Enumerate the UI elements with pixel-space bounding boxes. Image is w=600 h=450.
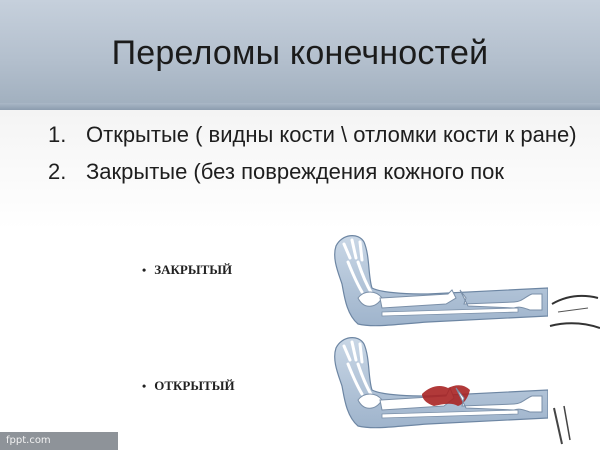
- bullet-dot: •: [142, 379, 147, 393]
- fracture-types-list: [48, 120, 593, 186]
- list-item-text: Открытые ( видны кости \ отломки кости к ране): [86, 122, 577, 147]
- closed-fracture-label: [142, 262, 232, 278]
- open-fracture-label: [142, 378, 235, 394]
- closed-label-text: ЗАКРЫТЫЙ: [154, 262, 233, 277]
- open-label-text: ОТКРЫТЫЙ: [154, 378, 235, 393]
- slide-title: Переломы конечностей: [111, 34, 489, 72]
- list-item-closed: [48, 157, 593, 186]
- bullet-dot: •: [142, 263, 147, 277]
- title-band: [0, 0, 600, 110]
- closed-fracture-leg: [335, 236, 548, 326]
- side-sketch-decoration: [548, 288, 600, 450]
- watermark-text: fppt.com: [6, 435, 51, 446]
- watermark-bar: [0, 432, 118, 450]
- title-band-edge: [0, 103, 600, 110]
- list-item-number: 2.: [48, 159, 67, 184]
- open-fracture-leg: [335, 338, 548, 428]
- list-item-open: [48, 120, 593, 149]
- list-item-text: Закрытые (без повреждения кожного пок: [86, 159, 504, 184]
- list-item-number: 1.: [48, 122, 67, 147]
- leg-bones-illustration: [318, 228, 548, 450]
